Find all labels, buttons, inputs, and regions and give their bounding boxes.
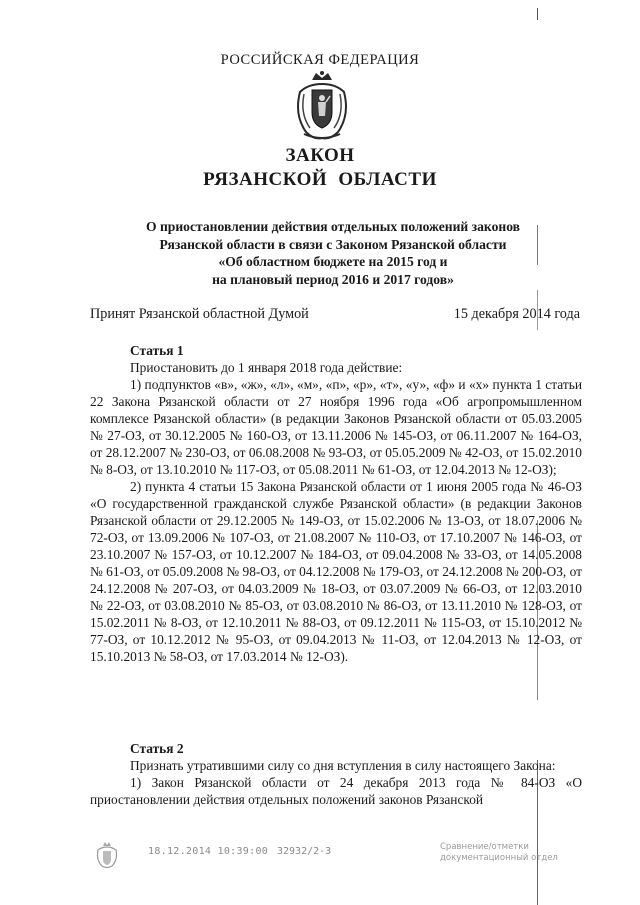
adoption-date: 15 декабря 2014 года xyxy=(453,306,580,322)
subject-line: О приостановлении действия отдельных положений законов xyxy=(145,219,521,234)
federation-heading: РОССИЙСКАЯ ФЕДЕРАЦИЯ xyxy=(220,52,420,68)
emblem-stamp-icon xyxy=(92,840,122,870)
note-line: Сравнение/отметки xyxy=(440,842,529,852)
article-2 xyxy=(90,740,582,808)
law-title xyxy=(0,144,640,192)
ryazan-coat-of-arms-icon xyxy=(290,70,354,142)
registration-datetime: 18.12.2014 10:39:00 xyxy=(148,846,269,857)
law-title-line2: РЯЗАНСКОЙ ОБЛАСТИ xyxy=(203,169,437,190)
article-2-heading: Статья 2 xyxy=(130,741,184,756)
article-2-intro: Признать утратившими силу со дня вступления в силу настоящего Закона: xyxy=(130,758,556,773)
note-line: документационный отдел xyxy=(440,853,558,863)
scan-artifact-line xyxy=(537,8,538,20)
registration-note xyxy=(440,842,560,864)
article-1-heading: Статья 1 xyxy=(130,343,184,358)
subject-line: на плановый период 2016 и 2017 годов» xyxy=(212,271,454,287)
article-1-item-2: 2) пункта 4 статьи 15 Закона Рязанской области от 1 июня 2005 года № 46-ОЗ «О государственной гражданской службе Рязанской области» (в редакции Законов Рязанской области от 29.12.2005 № 149-ОЗ, от 15.02.2006 № 13-ОЗ, от 18.07.2006 № 72-ОЗ, от 13.09.2006 № 107-ОЗ, от 21.08.2007 № 110-ОЗ, от 17.10.2007 № 146-ОЗ, от 23.10.2007 № 157-ОЗ, от 10.12.2007 № 184-ОЗ, от 09.04.2008 № 33-ОЗ, от 14.05.2008 № 61-ОЗ, от 05.09.2008 № 98-ОЗ, от 04.12.2008 № 179-ОЗ, от 24.12.2008 № 200-ОЗ, от 24.12.2008 № 207-ОЗ, от 04.03.2009 № 18-ОЗ, от 03.07.2009 № 66-ОЗ, от 12.03.2010 № 22-ОЗ, от 03.08.2010 № 85-ОЗ, от 03.08.2010 № 86-ОЗ, от 13.11.2010 № 128-ОЗ, от 15.02.2011 № 8-ОЗ, от 12.10.2011 № 88-ОЗ, от 09.12.2011 № 115-ОЗ, от 15.10.2012 № 77-ОЗ, от 10.12.2012 № 95-ОЗ, от 09.04.2013 № 11-ОЗ, от 12.04.2013 № 12-ОЗ, от 15.10.2013 № 58-ОЗ, от 17.03.2014 № 12-ОЗ). xyxy=(90,479,582,664)
article-1-item-1: 1) подпунктов «в», «ж», «л», «м», «п», «р», «т», «у», «ф» и «х» пункта 1 статьи 22 Закона Рязанской области от 27 ноября 1996 года «Об агропромышленном комплексе Рязанской области» (в редакции Законов Рязанской области от 05.03.2005 № 27-ОЗ, от 30.12.2005 № 160-ОЗ, от 13.11.2006 № 145-ОЗ, от 06.11.2007 № 164-ОЗ, от 28.12.2007 № 230-ОЗ, от 06.08.2008 № 93-ОЗ, от 05.05.2009 № 42-ОЗ, от 15.02.2010 № 8-ОЗ, от 13.10.2010 № 117-ОЗ, от 05.08.2011 № 61-ОЗ, от 12.04.2013 № 12-ОЗ); xyxy=(90,377,582,477)
registration-footer xyxy=(0,842,640,882)
article-2-item-1: 1) Закон Рязанской области от 24 декабря 2013 года № 84-ОЗ «О приостановлении действия отдельных положений законов Рязанской xyxy=(90,775,582,807)
law-title-line1: ЗАКОН xyxy=(285,145,355,166)
article-1 xyxy=(90,342,582,665)
adoption-line xyxy=(90,306,580,323)
registration-number: 32932/2-3 xyxy=(277,846,332,857)
adoption-label: Принят Рязанской областной Думой xyxy=(90,306,309,322)
article-1-intro: Приостановить до 1 января 2018 года действие: xyxy=(130,360,403,375)
subject-line: Рязанской области в связи с Законом Рязанской области xyxy=(159,236,507,252)
law-subject xyxy=(96,218,570,288)
subject-line: «Об областном бюджете на 2015 год и xyxy=(218,254,448,269)
